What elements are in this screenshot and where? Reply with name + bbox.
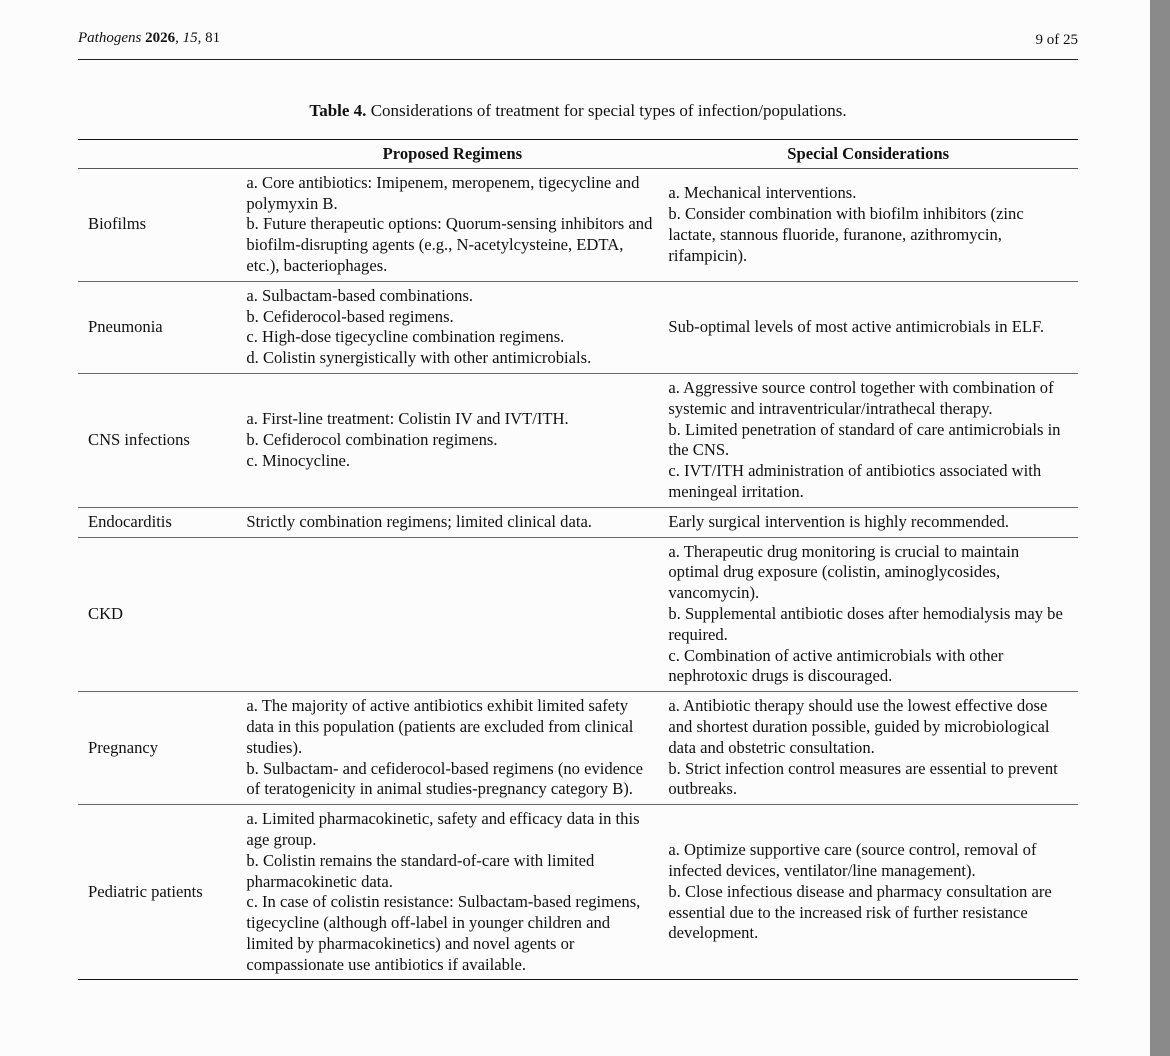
- row-label: CNS infections: [78, 373, 236, 507]
- table-row: [78, 168, 1078, 281]
- regimen-item: a. First-line treatment: Colistin IV and IVT/ITH.: [246, 409, 569, 429]
- journal-name: Pathogens: [78, 30, 142, 46]
- regimen-item: b. Sulbactam- and cefiderocol-based regimens (no evidence of teratogenicity in animal studies-pregnancy category B).: [246, 758, 644, 799]
- regimens-cell: [236, 805, 658, 980]
- regimen-item: Strictly combination regimens; limited clinical data.: [246, 511, 592, 531]
- column-header-empty: [78, 140, 236, 169]
- journal-citation: Pathogens 2026, 15, 81: [78, 30, 221, 46]
- consideration-item: b. Limited penetration of standard of care antimicrobials in the CNS.: [668, 419, 1061, 460]
- table-header-row: [78, 140, 1078, 169]
- table-row: [78, 537, 1078, 692]
- treatment-table: [78, 139, 1078, 980]
- consideration-item: c. IVT/ITH administration of antibiotics associated with meningeal irritation.: [668, 461, 1042, 501]
- column-header-regimens: Proposed Regimens: [236, 140, 658, 169]
- consideration-item: c. Combination of active antimicrobials with other nephrotoxic drugs is discouraged.: [668, 645, 1004, 686]
- regimen-item: a. Core antibiotics: Imipenem, meropenem, tigecycline and polymyxin B.: [246, 172, 640, 213]
- table-caption-text: Considerations of treatment for special types of infection/populations.: [370, 101, 847, 120]
- considerations-cell: [658, 281, 1078, 373]
- table-row: [78, 692, 1078, 805]
- consideration-item: b. Close infectious disease and pharmacy consultation are essential due to the increased risk of further resistance development.: [668, 881, 1052, 943]
- row-label: Pregnancy: [78, 692, 236, 805]
- table-label: Table 4.: [309, 101, 367, 120]
- row-label: Pneumonia: [78, 281, 236, 373]
- regimen-item: b. Cefiderocol combination regimens.: [246, 429, 498, 449]
- regimen-item: a. Sulbactam-based combinations.: [246, 285, 474, 305]
- page-number: 9 of 25: [1035, 32, 1078, 48]
- row-label: CKD: [78, 537, 236, 692]
- regimens-cell: [236, 373, 658, 507]
- consideration-item: b. Strict infection control measures are essential to prevent outbreaks.: [668, 758, 1058, 799]
- regimen-item: c. High-dose tigecycline combination regimens.: [246, 327, 565, 347]
- row-label: Biofilms: [78, 168, 236, 281]
- regimen-item: d. Colistin synergistically with other antimicrobials.: [246, 348, 592, 368]
- regimens-cell: [236, 281, 658, 373]
- considerations-cell: [658, 805, 1078, 980]
- consideration-item: b. Supplemental antibiotic doses after hemodialysis may be required.: [668, 603, 1063, 644]
- considerations-cell: [658, 537, 1078, 692]
- journal-volume: 15: [182, 30, 198, 46]
- regimens-cell: [236, 692, 658, 805]
- consideration-item: Early surgical intervention is highly recommended.: [668, 511, 1010, 531]
- journal-year: 2026: [145, 30, 176, 46]
- table-row: [78, 373, 1078, 507]
- consideration-item: a. Antibiotic therapy should use the lowest effective dose and shortest duration possible, guided by microbiological data and obstetric consultation.: [668, 696, 1050, 757]
- table-row: [78, 281, 1078, 373]
- considerations-cell: [658, 168, 1078, 281]
- regimen-item: c. In case of colistin resistance: Sulbactam-based regimens, tigecycline (although off-label in younger children and limited by pharmacokinetics) and novel agents or compassionate use antibiotics if available.: [246, 892, 641, 974]
- consideration-item: a. Optimize supportive care (source control, removal of infected devices, ventilator/line management).: [668, 840, 1037, 881]
- regimen-item: a. The majority of active antibiotics exhibit limited safety data in this population (patients are excluded from clinical studies).: [246, 696, 634, 757]
- regimen-item: a. Limited pharmacokinetic, safety and efficacy data in this age group.: [246, 809, 640, 849]
- regimens-cell: [236, 537, 658, 692]
- consideration-item: a. Therapeutic drug monitoring is crucial to maintain optimal drug exposure (colistin, aminoglycosides, vancomycin).: [668, 541, 1020, 603]
- article-number: 81: [205, 30, 221, 46]
- regimen-item: b. Cefiderocol-based regimens.: [246, 306, 454, 326]
- regimen-item: b. Future therapeutic options: Quorum-sensing inhibitors and biofilm-disrupting agents (e.g., N-acetylcysteine, EDTA, etc.), bacteriophages.: [246, 214, 653, 275]
- header-rule: [78, 59, 1078, 60]
- table-row: [78, 805, 1078, 980]
- considerations-cell: [658, 692, 1078, 805]
- viewer-background: [1150, 0, 1170, 1056]
- consideration-item: a. Mechanical interventions.: [668, 183, 857, 203]
- row-label: Pediatric patients: [78, 805, 236, 980]
- regimens-cell: [236, 168, 658, 281]
- considerations-cell: [658, 373, 1078, 507]
- regimens-cell: [236, 507, 658, 537]
- consideration-item: b. Consider combination with biofilm inhibitors (zinc lactate, stannous fluoride, furanone, azithromycin, rifampicin).: [668, 203, 1024, 265]
- table-caption: [78, 100, 1078, 122]
- row-label: Endocarditis: [78, 507, 236, 537]
- consideration-item: a. Aggressive source control together with combination of systemic and intraventricular/intrathecal therapy.: [668, 377, 1054, 418]
- consideration-item: Sub-optimal levels of most active antimicrobials in ELF.: [668, 316, 1045, 336]
- table-body: [78, 168, 1078, 980]
- regimen-item: b. Colistin remains the standard-of-care with limited pharmacokinetic data.: [246, 850, 595, 891]
- regimen-item: c. Minocycline.: [246, 450, 351, 470]
- column-header-considerations: Special Considerations: [658, 140, 1078, 169]
- table-row: [78, 507, 1078, 537]
- considerations-cell: [658, 507, 1078, 537]
